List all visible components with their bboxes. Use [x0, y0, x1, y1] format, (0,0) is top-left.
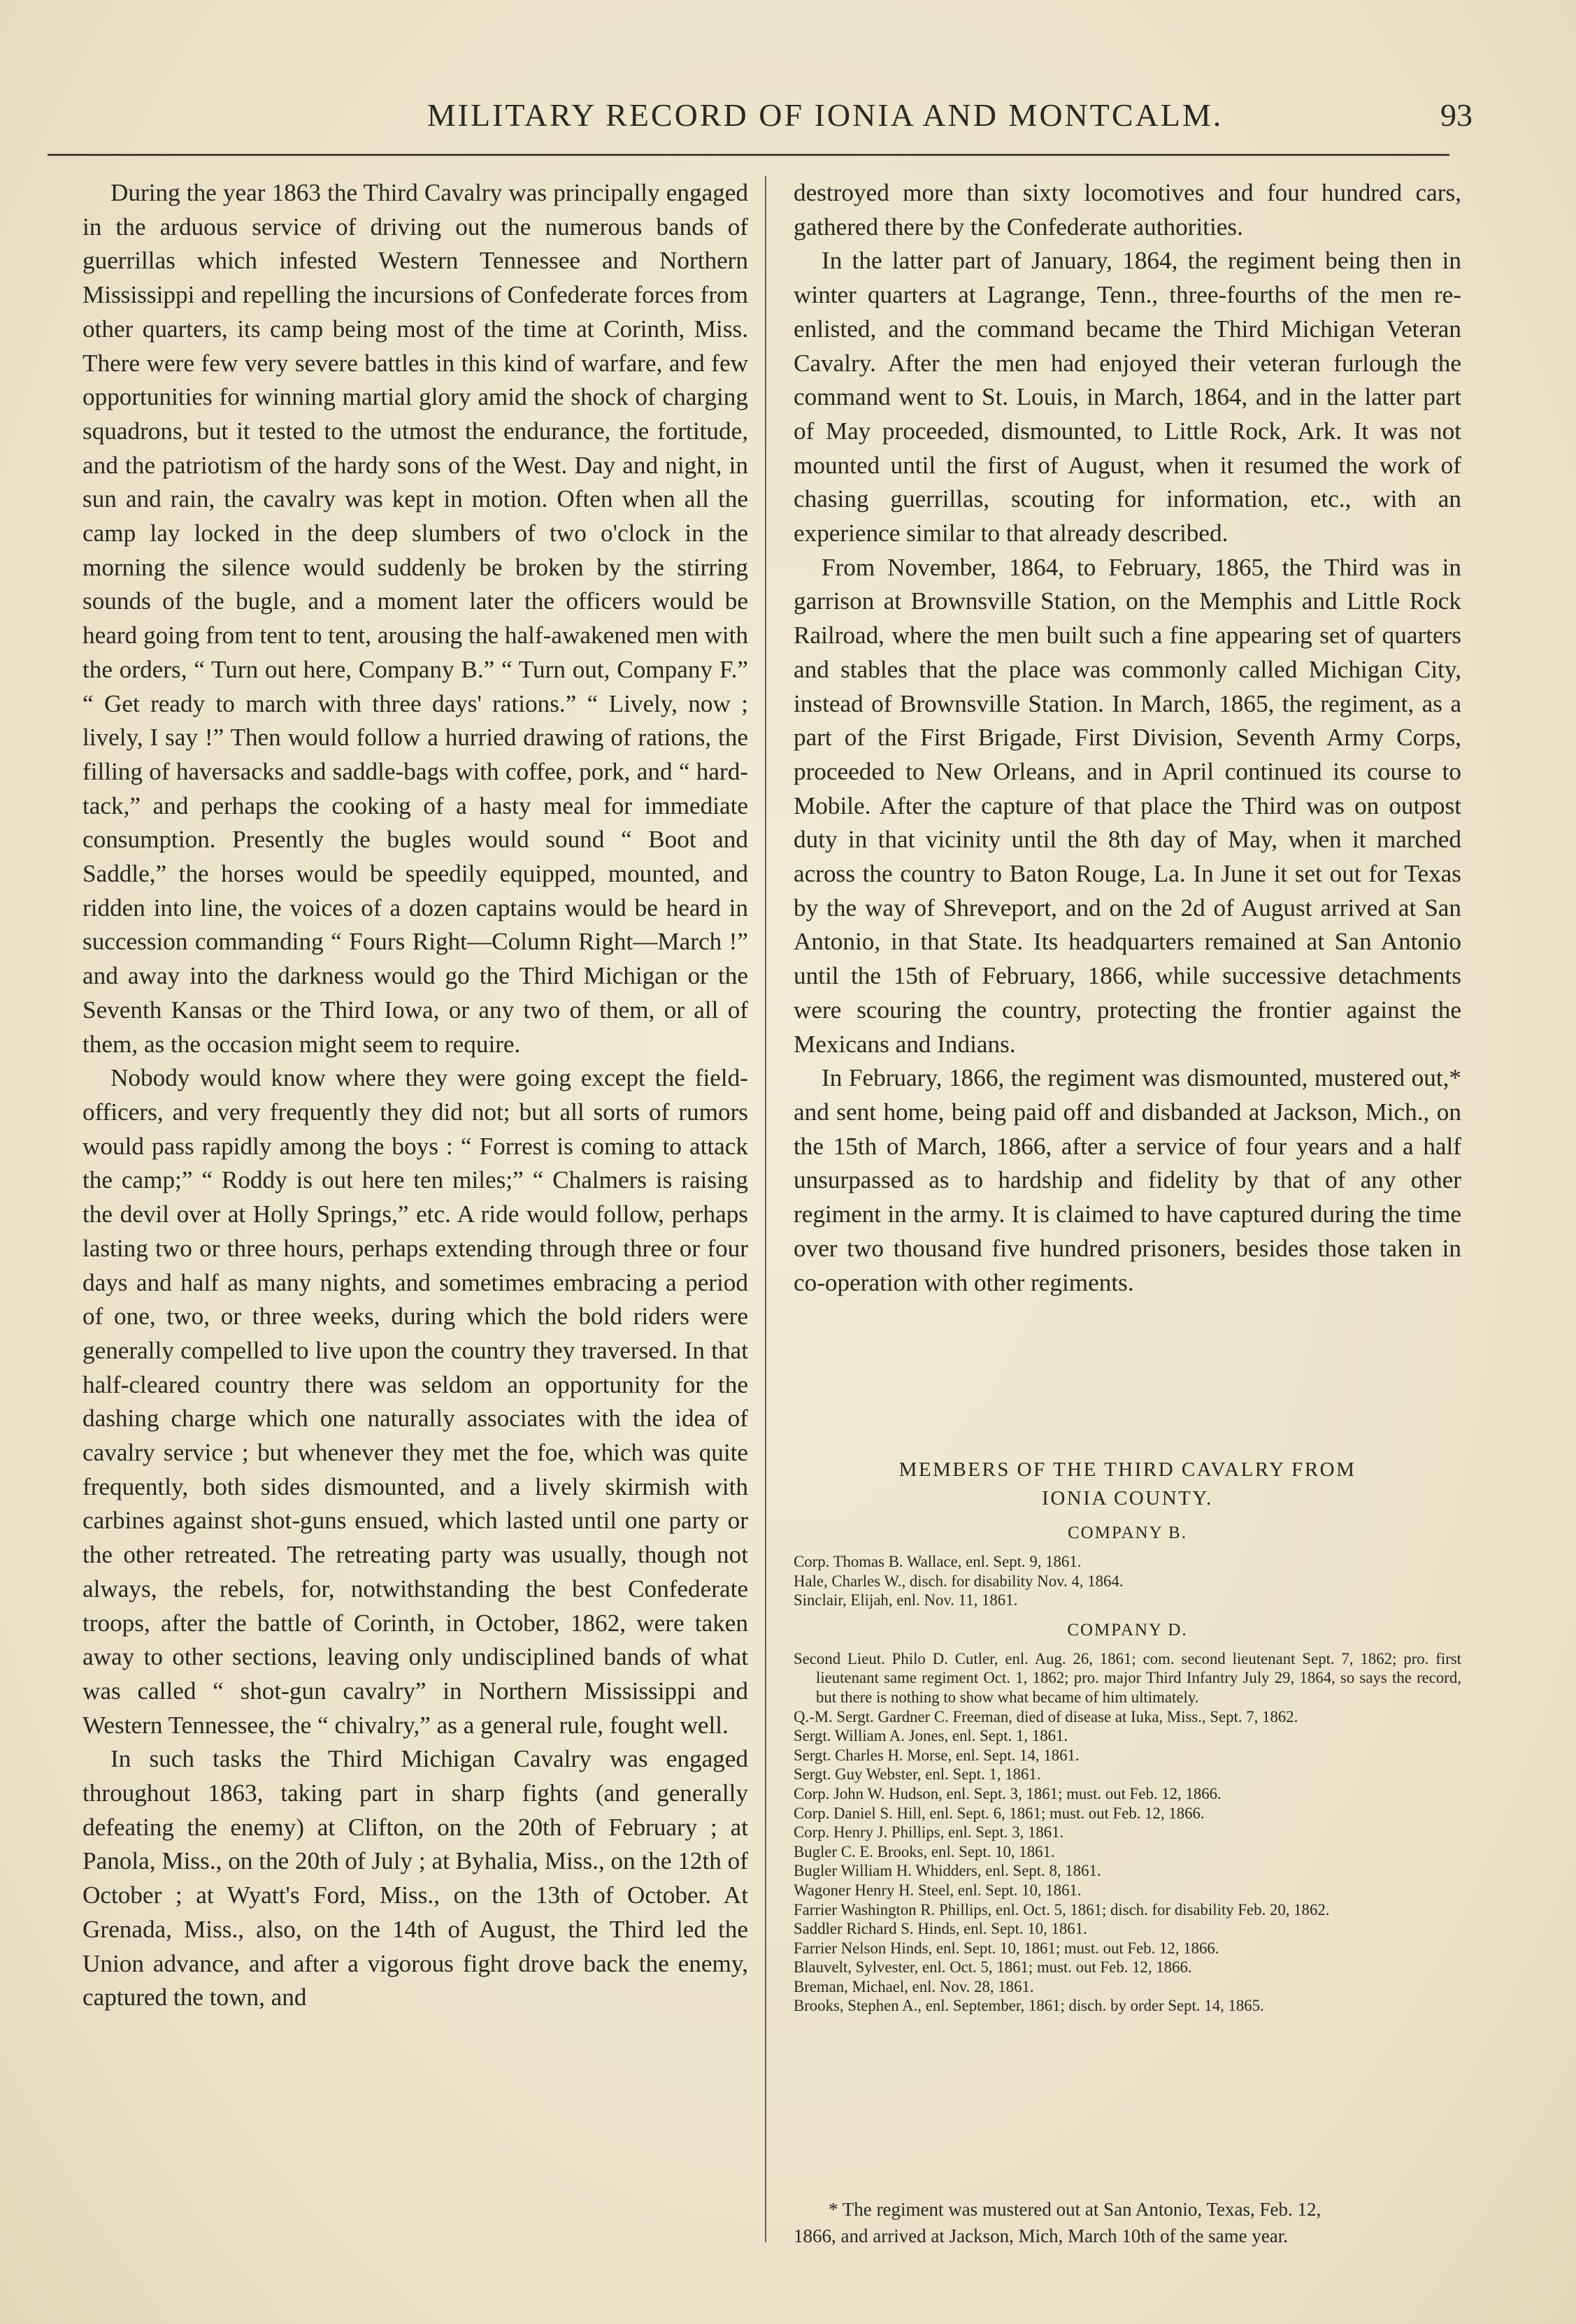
page-number: 93 — [1440, 97, 1473, 133]
member-entry: Breman, Michael, enl. Nov. 28, 1861. — [794, 1977, 1034, 1995]
member-entry: Corp. Daniel S. Hill, enl. Sept. 6, 1861; must. out Feb. 12, 1866. — [794, 1804, 1205, 1822]
member-entry: Wagoner Henry H. Steel, enl. Sept. 10, 1861. — [794, 1881, 1082, 1899]
member-entry: Corp. John W. Hudson, enl. Sept. 3, 1861; must. out Feb. 12, 1866. — [794, 1784, 1222, 1802]
paragraph: During the year 1863 the Third Cavalry was principally engaged in the arduous service of driving out the numerous bands of guerrillas which infested Western Tennessee and Northern Mississippi and repelling the incursions of Confederate forces from other quarters, its camp being most of the time at Corinth, Miss. There were few very severe battles in this kind of warfare, and few opportunities for winning martial glory amid the shock of charging squadrons, but it tested to the utmost the endurance, the fortitude, and the patriotism of the hardy sons of the West. Day and night, in sun and rain, the cavalry was kept in motion. Often when all the camp lay locked in the deep slumbers of two o'clock in the morning the silence would suddenly be broken by the stirring sounds of the bugle, and a moment later the officers would be heard going from tent to tent, arousing the half-awakened men with the orders, “ Turn out here, Company B.” “ Turn out, Company F.” “ Get ready to march with three days' rations.” “ Lively, now ; lively, I say !” Then would follow a hurried drawing of rations, the filling of haversacks and saddle-bags with coffee, pork, and “ hard-tack,” and perhaps the cooking of a hasty meal for immediate consumption. Presently the bugles would sound “ Boot and Saddle,” the horses would be speedily equipped, mounted, and ridden into line, the voices of a dozen captains would be heard in succession commanding “ Fours Right—Column Right—March !” and away into the darkness would go the Third Michigan or the Seventh Kansas or the Third Iowa, or any two of them, or all of them, as the occasion might seem to require. — [83, 179, 748, 1058]
paragraph: In February, 1866, the regiment was dismounted, mustered out,* and sent home, being paid off and disbanded at Jackson, Mich., on the 15th of March, 1866, after a service of four years and a half unsurpassed as to hardship and fidelity by that of any other regiment in the army. It is claimed to have captured during the time over two thousand five hundred prisoners, besides those taken in co-operation with other regiments. — [794, 1064, 1461, 1296]
member-entry: Brooks, Stephen A., enl. September, 1861; disch. by order Sept. 14, 1865. — [794, 1997, 1264, 2015]
footnote-line: * The regiment was mustered out at San Antonio, Texas, Feb. 12, — [829, 2199, 1321, 2220]
right-column — [794, 176, 1461, 1300]
member-entry: Sergt. Charles H. Morse, enl. Sept. 14, 1861. — [794, 1746, 1080, 1764]
paragraph: In the latter part of January, 1864, the regiment being then in winter quarters at Lagrange, Tenn., three-fourths of the men re-enlisted, and the command became the Third Michigan Veteran Cavalry. After the men had enjoyed their veteran furlough the command went to St. Louis, in March, 1864, and in the latter part of May proceeded, dismounted, to Little Rock, Ark. It was not mounted until the first of August, when it resumed the work of chasing guerrillas, scouting for information, etc., with an experience similar to that already described. — [794, 247, 1461, 547]
company-b-heading: COMPANY B. — [1068, 1523, 1187, 1542]
paragraph: From November, 1864, to February, 1865, the Third was in garrison at Brownsville Station, on the Memphis and Little Rock Railroad, where the men built such a fine appearing set of quarters and stables that the place was commonly called Michigan City, instead of Brownsville Station. In March, 1865, the regiment, as a part of the First Brigade, First Division, Seventh Army Corps, proceeded to New Orleans, and in April continued its course to Mobile. After the capture of that place the Third was on outpost duty in that vicinity until the 8th day of May, when it marched across the country to Baton Rouge, La. In June it set out for Texas by the way of Shreveport, and on the 2d of August arrived at San Antonio, in that State. Its headquarters remained at San Antonio until the 15th of February, 1866, while successive detachments were scouring the country, protecting the frontier against the Mexicans and Indians. — [794, 553, 1461, 1058]
member-entry: Sergt. William A. Jones, enl. Sept. 1, 1861. — [794, 1727, 1068, 1745]
footnote — [794, 2196, 1461, 2249]
member-entry: Farrier Nelson Hinds, enl. Sept. 10, 1861; must. out Feb. 12, 1866. — [794, 1939, 1219, 1957]
member-entry: Q.-M. Sergt. Gardner C. Freeman, died of disease at Iuka, Miss., Sept. 7, 1862. — [794, 1707, 1298, 1726]
member-entry: Sinclair, Elijah, enl. Nov. 11, 1861. — [794, 1591, 1018, 1609]
member-entry: Bugler William H. Whidders, enl. Sept. 8, 1861. — [794, 1862, 1101, 1880]
member-entry: Bugler C. E. Brooks, enl. Sept. 10, 1861. — [794, 1842, 1055, 1860]
paragraph: Nobody would know where they were going except the field-officers, and very frequently they did not; but all sorts of rumors would pass rapidly among the boys : “ Forrest is coming to attack the camp;” “ Roddy is out here ten miles;” “ Chalmers is raising the devil over at Holly Springs,” etc. A ride would follow, perhaps lasting two or three hours, perhaps extending through three or four days and half as many nights, and sometimes embracing a period of one, two, or three weeks, during which the bold riders were generally compelled to live upon the country they traversed. In that half-cleared country there was seldom an opportunity for the dashing charge which one naturally associates with the idea of cavalry service ; but whenever they met the foe, which was quite frequently, both sides dismounted, and a lively skirmish with carbines against shot-guns ensued, which lasted until one party or the other retreated. The retreating party was usually, though not always, the rebels, for, notwithstanding the best Confederate troops, after the battle of Corinth, in October, 1862, were taken away to other sections, leaving only undisciplined bands of what was called “ shot-gun cavalry” in Northern Mississippi and Western Tennessee, the “ chivalry,” as a general rule, fought well. — [83, 1064, 748, 1739]
member-entry: Sergt. Guy Webster, enl. Sept. 1, 1861. — [794, 1765, 1041, 1784]
paragraph-continuation: destroyed more than sixty locomotives and four hundred cars, gathered there by the Confederate authorities. — [794, 179, 1461, 241]
members-list — [794, 1456, 1461, 2016]
member-entry: Hale, Charles W., disch. for disability Nov. 4, 1864. — [794, 1572, 1124, 1590]
member-entry: Corp. Thomas B. Wallace, enl. Sept. 9, 1861. — [794, 1553, 1082, 1570]
header-rule — [48, 154, 1449, 156]
paragraph: In such tasks the Third Michigan Cavalry was engaged throughout 1863, taking part in sharp fights (and generally defeating the enemy) at Clifton, on the 20th of February ; at Panola, Miss., on the 20th of July ; at Byhalia, Miss., on the 12th of October ; at Wyatt's Ford, Miss., on the 13th of October. At Grenada, Miss., also, on the 14th of August, the Third led the Union advance, and after a vigorous fight drove back the enemy, captured the town, and — [83, 1745, 748, 2011]
footnote-line: 1866, and arrived at Jackson, Mich, March 10th of the same year. — [794, 2225, 1289, 2246]
company-d-heading: COMPANY D. — [1067, 1620, 1188, 1640]
member-entry: Farrier Washington R. Phillips, enl. Oct. 5, 1861; disch. for disability Feb. 20, 1862. — [794, 1900, 1330, 1918]
member-entry: Saddler Richard S. Hinds, enl. Sept. 10, 1861. — [794, 1920, 1087, 1938]
members-title: MEMBERS OF THE THIRD CAVALRY FROM IONIA COUNTY. — [898, 1458, 1356, 1509]
running-header-title: MILITARY RECORD OF IONIA AND MONTCALM. — [427, 97, 1224, 133]
member-entry: Second Lieut. Philo D. Cutler, enl. Aug. 26, 1861; com. second lieutenant Sept. 7, 1862; pro. first lieutenant same regiment Oct. 1, 1862; pro. major Third Infantry July 29, 1864, so says the record, but there is nothing to show what became of him ultimately. — [794, 1649, 1461, 1706]
member-entry: Corp. Henry J. Phillips, enl. Sept. 3, 1861. — [794, 1823, 1064, 1842]
member-entry: Blauvelt, Sylvester, enl. Oct. 5, 1861; must. out Feb. 12, 1866. — [794, 1958, 1192, 1977]
left-column — [83, 176, 748, 2015]
column-divider — [765, 176, 766, 2242]
